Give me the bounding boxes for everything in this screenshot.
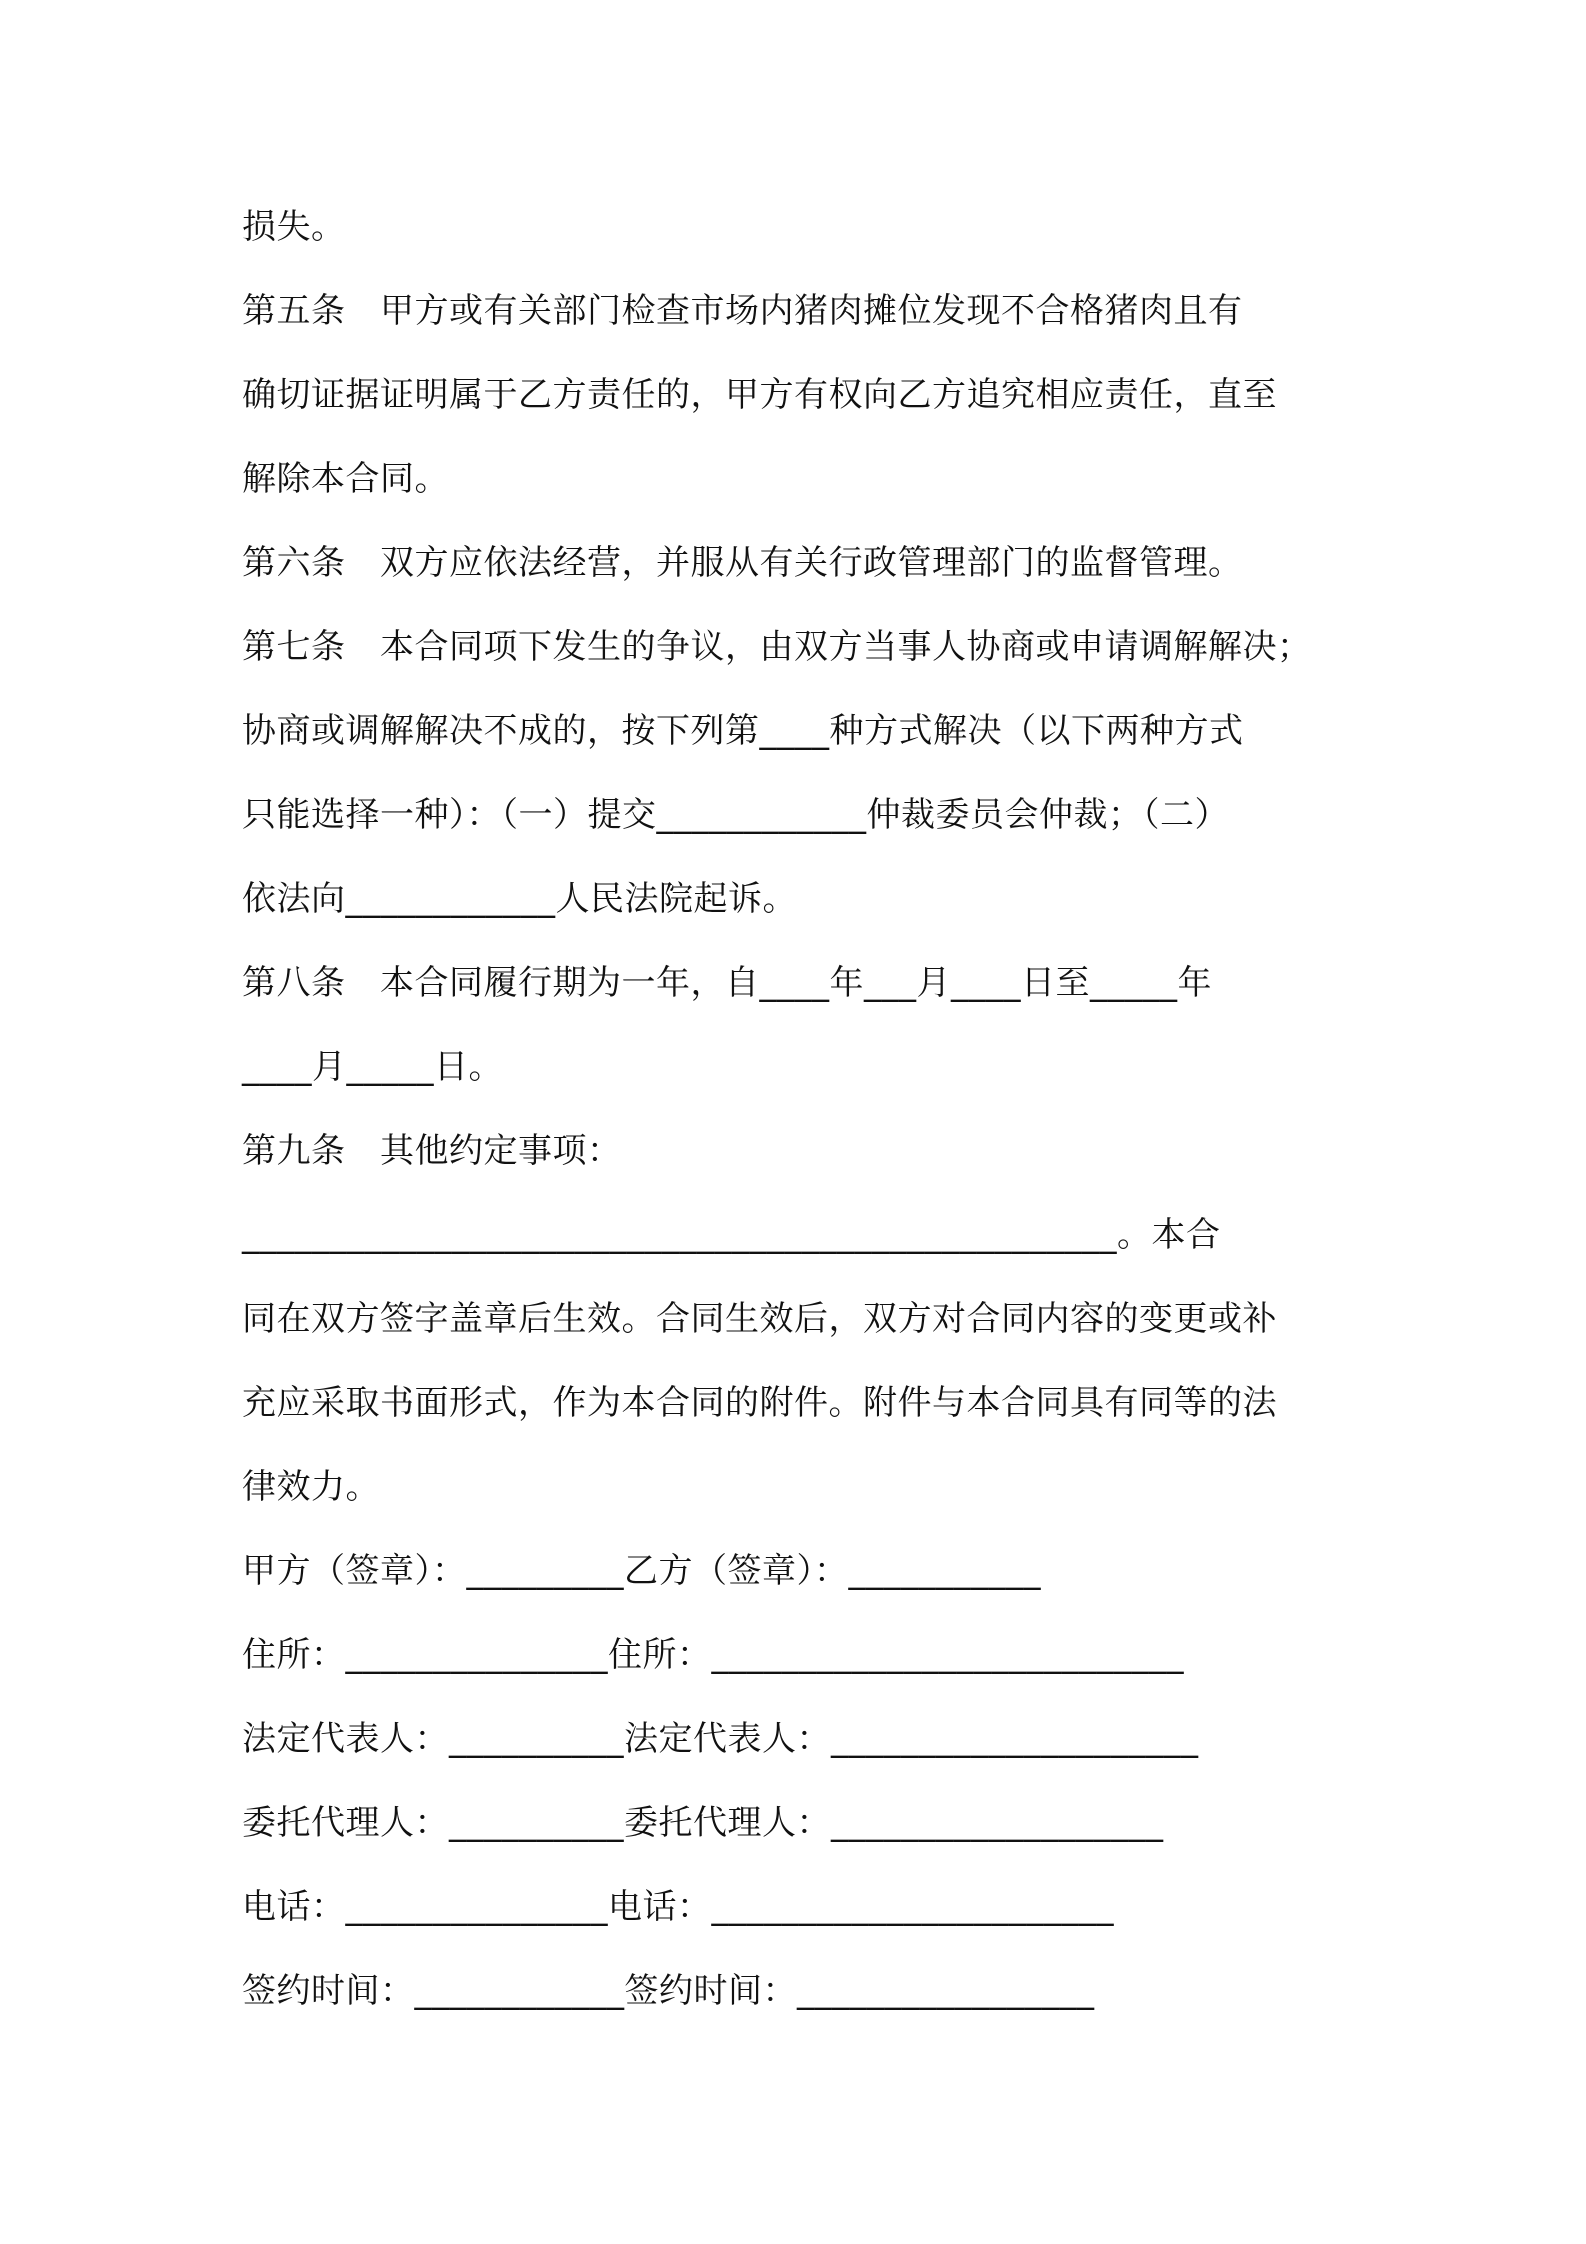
text-line: __________________________________________________。本合 — [242, 1215, 1221, 1255]
text-line: 充应采取书面形式，作为本合同的附件。附件与本合同具有同等的法 — [242, 1383, 1277, 1423]
text-line: 律效力。 — [242, 1467, 380, 1507]
text-line: 第六条 双方应依法经营，并服从有关行政管理部门的监督管理。 — [242, 543, 1243, 583]
text-line: 同在双方签字盖章后生效。合同生效后，双方对合同内容的变更或补 — [242, 1299, 1277, 1339]
text-line: 第九条 其他约定事项： — [242, 1131, 622, 1171]
text-line: 第八条 本合同履行期为一年，自____年___月____日至_____年 — [242, 963, 1212, 1003]
text-line: 只能选择一种）：（一）提交____________仲裁委员会仲裁；（二） — [242, 795, 1229, 835]
signature-line-date: 签约时间：____________签约时间：_________________ — [242, 1971, 1095, 2011]
text-line: 确切证据证明属于乙方责任的，甲方有权向乙方追究相应责任，直至 — [242, 375, 1277, 415]
text-line: 损失。 — [242, 207, 346, 247]
text-line: 第七条 本合同项下发生的争议，由双方当事人协商或申请调解解决； — [242, 627, 1312, 667]
signature-line-agent: 委托代理人：__________委托代理人：___________________ — [242, 1803, 1164, 1843]
text-line: 依法向____________人民法院起诉。 — [242, 879, 797, 919]
signature-line-address: 住所：_______________住所：___________________________ — [242, 1635, 1184, 1675]
text-line: 解除本合同。 — [242, 459, 449, 499]
signature-line-party: 甲方（签章）：_________乙方（签章）：___________ — [242, 1551, 1041, 1591]
text-line: ____月_____日。 — [242, 1047, 503, 1087]
text-line: 协商或调解解决不成的，按下列第____种方式解决（以下两种方式 — [242, 711, 1244, 751]
text-line: 第五条 甲方或有关部门检查市场内猪肉摊位发现不合格猪肉且有 — [242, 291, 1243, 331]
signature-line-legal-rep: 法定代表人：__________法定代表人：_____________________ — [242, 1719, 1199, 1759]
signature-line-phone: 电话：_______________电话：_______________________ — [242, 1887, 1114, 1927]
